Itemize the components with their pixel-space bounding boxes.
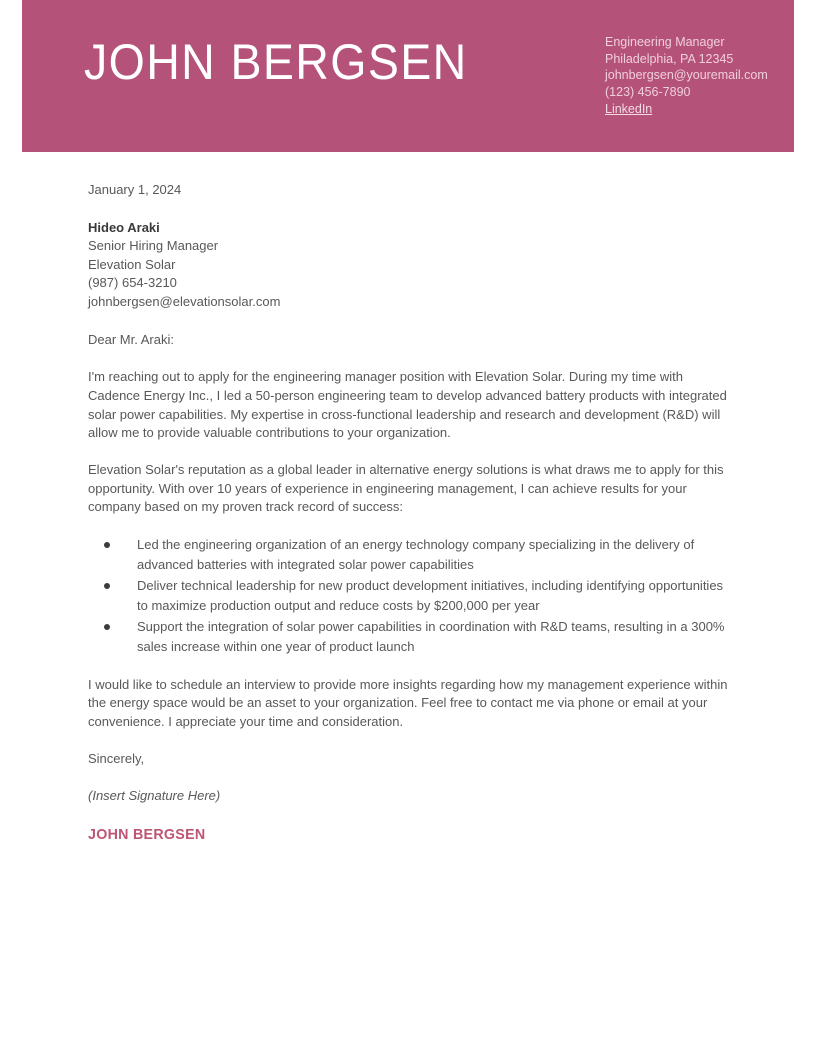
- recipient-email: johnbergsen@elevationsolar.com: [88, 293, 281, 309]
- closing-line: Sincerely,: [88, 750, 145, 766]
- body-paragraph-1: I'm reaching out to apply for the engineering manager position with Elevation Solar. During my time with Cadence Energy Inc., I led a 50-person engineering team to develop advanced battery products with integrated solar power capabilities. My expertise in cross-functional leadership and research and development (R&D) will allow me to provide valuable contributions to your organization.: [88, 369, 727, 441]
- salutation: Dear Mr. Araki:: [88, 331, 174, 347]
- letter-date: January 1, 2024: [88, 182, 182, 197]
- list-item: [88, 576, 728, 615]
- bullet-dot-icon: [104, 583, 110, 589]
- recipient-title: Senior Hiring Manager: [88, 238, 219, 254]
- recipient-name: Hideo Araki: [88, 219, 160, 235]
- bullet-dot-icon: [104, 624, 110, 630]
- list-item-text: Led the engineering organization of an energy technology company specializing in the delivery of advanced batteries with integrated solar power capabilities: [137, 537, 695, 572]
- body-paragraph-3: I would like to schedule an interview to provide more insights regarding how my management experience within the energy space would be an asset to your organization. Feel free to contact me via phone or email at your convenience. I appreciate your time and consideration.: [88, 676, 728, 730]
- list-item: [88, 535, 728, 574]
- letter-body: [88, 181, 728, 845]
- list-item-text: Deliver technical leadership for new product development initiatives, including identifying opportunities to maximize production output and reduce costs by $200,000 per year: [137, 578, 724, 613]
- signature-name: JOHN BERGSEN: [88, 825, 206, 843]
- recipient-address-block: [88, 219, 728, 312]
- header-banner: [22, 0, 794, 152]
- body-paragraph-2: Elevation Solar's reputation as a global leader in alternative energy solutions is what draws me to apply for this opportunity. With over 10 years of experience in engineering management, I can achieve results for your company based on my proven track record of success:: [88, 461, 724, 515]
- header-contact-block: [605, 34, 768, 118]
- linkedin-link[interactable]: LinkedIn: [605, 101, 653, 116]
- recipient-company: Elevation Solar: [88, 256, 176, 272]
- applicant-name-heading: JOHN BERGSEN: [84, 34, 468, 90]
- contact-location: Philadelphia, PA 12345: [605, 51, 734, 66]
- achievements-list: [88, 535, 728, 657]
- contact-job-title: Engineering Manager: [605, 35, 725, 49]
- list-item-text: Support the integration of solar power capabilities in coordination with R&D teams, resulting in a 300% sales increase within one year of product launch: [137, 619, 725, 655]
- recipient-phone: (987) 654-3210: [88, 275, 177, 291]
- contact-phone: (123) 456-7890: [605, 85, 691, 100]
- list-item: [88, 617, 728, 656]
- signature-placeholder: (Insert Signature Here): [88, 788, 221, 804]
- contact-email: johnbergsen@youremail.com: [605, 68, 768, 83]
- bullet-dot-icon: [104, 542, 110, 548]
